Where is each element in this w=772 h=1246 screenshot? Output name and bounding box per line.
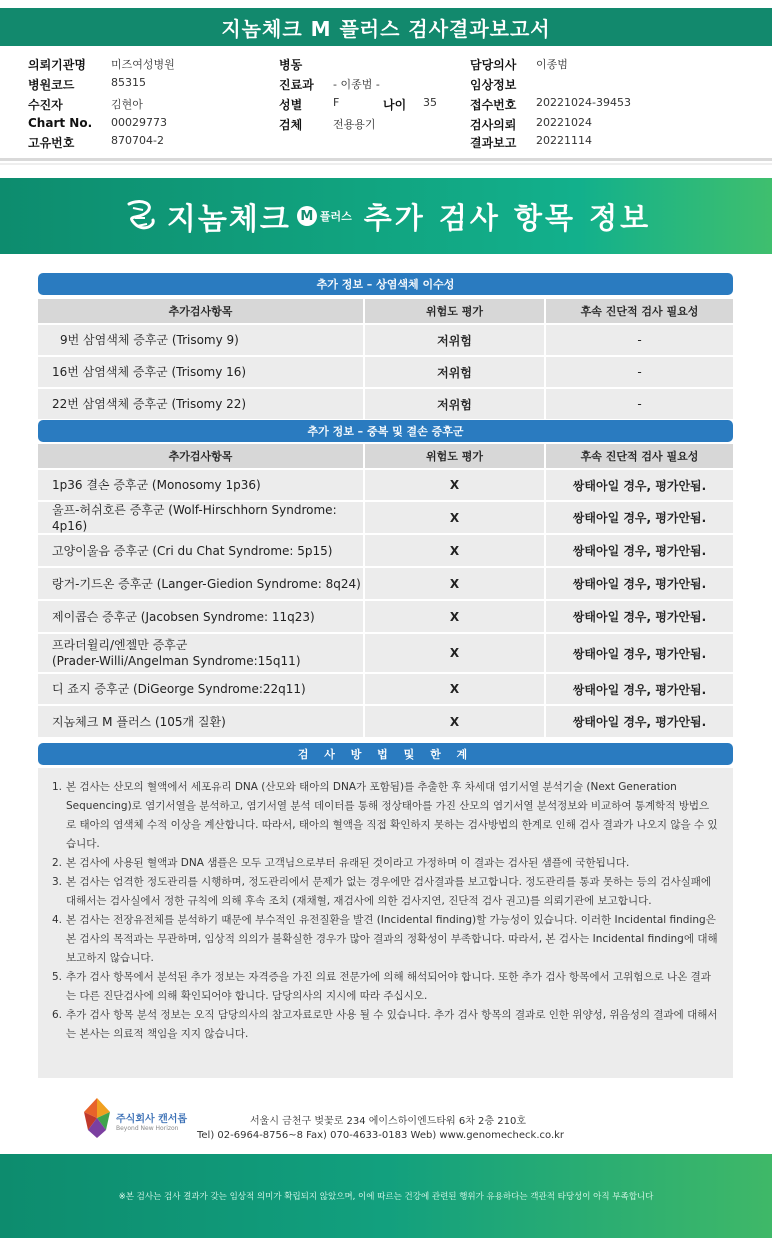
company-tagline: Beyond New Horizon	[116, 1125, 179, 1132]
report-title: 지놈체크 M 플러스 검사결과보고서	[0, 8, 772, 46]
deletion-table	[38, 444, 733, 737]
method-number: 3.	[52, 876, 63, 888]
examinee-label: 수진자	[28, 98, 63, 112]
method-number: 4.	[52, 914, 63, 926]
followup-value: -	[637, 365, 642, 379]
table-header	[38, 444, 733, 468]
followup-value: 쌍태아일 경우, 평가안됨.	[572, 544, 707, 558]
method-number: 5.	[52, 971, 63, 983]
risk-value: 저위험	[365, 325, 546, 355]
section-aneuploidy-title: 추가 정보 – 상염색체 이수성	[38, 273, 733, 295]
gender-label: 성별	[279, 98, 303, 112]
method-text: 본 검사에 사용된 혈액과 DNA 샘플은 모두 고객님으로부터 유래된 것이라고 가정하며 이 결과는 검사된 샘플에 국한됩니다.	[66, 857, 630, 869]
divider	[0, 158, 772, 161]
age-value: 35	[423, 96, 437, 109]
method-text: 추가 검사 항목 분석 정보는 오직 담당의사의 참고자료로만 사용 될 수 있습니다. 추가 검사 항목의 결과로 인한 위양성, 위음성의 결과에 대해서는 본사는 의료적 책임을 지지 않습니다.	[66, 1009, 718, 1040]
banner-plus: 플러스	[319, 210, 352, 223]
institution-label: 의뢰기관명	[28, 58, 86, 72]
table-row	[38, 632, 733, 672]
dna-logo-icon	[121, 196, 161, 236]
doctor-value: 이종범	[536, 58, 568, 71]
divider	[0, 163, 772, 165]
followup-value: 쌍태아일 경우, 평가안됨.	[572, 610, 707, 624]
test-item-line: (Prader-Willi/Angelman Syndrome:15q11)	[52, 654, 301, 668]
test-item: 지놈체크 M 플러스 (105개 질환)	[38, 706, 365, 737]
unique-no-value: 870704-2	[111, 134, 164, 147]
method-item	[52, 911, 719, 968]
followup-value: 쌍태아일 경우, 평가안됨.	[572, 646, 707, 661]
table-row	[38, 500, 733, 533]
info-banner	[0, 178, 772, 254]
age-label: 나이	[383, 98, 407, 112]
disclaimer-text: ※본 검사는 검사 결과가 갖는 임상적 의미가 확립되지 않았으며, 이에 따르는 건강에 관련된 행위가 유용하다는 객관적 타당성이 아직 부족합니다	[118, 1192, 654, 1202]
receipt-no-label: 접수번호	[470, 98, 517, 112]
specimen-value: 전용용기	[333, 118, 376, 131]
method-number: 6.	[52, 1009, 63, 1021]
risk-value: 저위험	[365, 357, 546, 387]
test-item	[38, 634, 365, 672]
column-header: 추가검사항목	[38, 444, 365, 468]
table-row	[38, 599, 733, 632]
test-item: 제이콥슨 증후군 (Jacobsen Syndrome: 11q23)	[38, 601, 365, 632]
disclaimer-band	[0, 1154, 772, 1238]
followup-value: 쌍태아일 경우, 평가안됨.	[572, 511, 707, 525]
test-item: 디 죠지 증후군 (DiGeorge Syndrome:22q11)	[38, 674, 365, 704]
methods-text	[38, 768, 733, 1078]
patient-info	[0, 52, 772, 152]
test-item: 랑거-기드온 증후군 (Langer-Giedion Syndrome: 8q24)	[38, 568, 365, 599]
doctor-label: 담당의사	[470, 58, 517, 72]
method-text: 본 검사는 산모의 혈액에서 세포유리 DNA (산모와 태아의 DNA가 포함됨)를 추출한 후 차세대 염기서열 분석기술 (Next Generation Sequencing)로 염기서열을 분석하고, 염기서열 분석 데이터를 통해 정상태아를 가진 산모의 염기서열 분석정보와 비교하여 통계학적 방법으로 태아의 염색체 수적 이상을 계산합니다. 따라서, 태아의 혈액을 직접 확인하지 못하는 검사방법의 한계로 인해 검사 결과가 나오지 않을 수 있습니다.	[66, 781, 718, 850]
risk-value: X	[365, 502, 546, 533]
risk-value: X	[365, 470, 546, 500]
examinee-value: 김현아	[111, 98, 143, 111]
ward-label: 병동	[279, 58, 303, 72]
test-item: 울프-허쉬호른 증후군 (Wolf-Hirschhorn Syndrome: 4p16)	[38, 502, 365, 533]
table-row	[38, 672, 733, 704]
table-row	[38, 355, 733, 387]
column-header: 위험도 평가	[365, 299, 546, 323]
risk-value: X	[365, 601, 546, 632]
column-header: 후속 진단적 검사 필요성	[580, 305, 699, 318]
test-item: 22번 삼염색체 증후군 (Trisomy 22)	[38, 389, 365, 419]
company-name-text: 주식회사 캔서롭	[116, 1114, 188, 1125]
method-item	[52, 873, 719, 911]
table-row	[38, 704, 733, 737]
risk-value: X	[365, 706, 546, 737]
method-item	[52, 854, 719, 873]
test-item: 16번 삼염색체 증후군 (Trisomy 16)	[38, 357, 365, 387]
gender-value: F	[333, 96, 340, 109]
receipt-no-value: 20221024-39453	[536, 96, 631, 109]
table-row	[38, 566, 733, 599]
table-header	[38, 299, 733, 323]
risk-value: X	[365, 535, 546, 566]
hospital-code-label: 병원코드	[28, 78, 75, 92]
column-header: 위험도 평가	[365, 444, 546, 468]
department-value: - 이종범 -	[333, 78, 380, 91]
chart-no-value: 00029773	[111, 116, 167, 129]
risk-value: X	[365, 674, 546, 704]
method-text: 본 검사는 엄격한 정도관리를 시행하며, 정도관리에서 문제가 없는 경우에만 검사결과를 보고합니다. 정도관리를 통과 못하는 등의 검사실패에 대해서는 검사실에서 정한 규칙에 의해 후속 조치 (재채혈, 재검사에 의한 검사지연, 진단적 검사 권고)를 의뢰기관에 보고합니다.	[66, 876, 712, 907]
method-number: 1.	[52, 781, 63, 793]
followup-value: -	[637, 397, 642, 411]
followup-value: 쌍태아일 경우, 평가안됨.	[572, 682, 707, 697]
followup-value: 쌍태아일 경우, 평가안됨.	[572, 478, 707, 493]
footer	[0, 1090, 772, 1150]
column-header: 추가검사항목	[38, 299, 365, 323]
banner-headline: 추가 검사 항목 정보	[363, 200, 652, 235]
followup-value: 쌍태아일 경우, 평가안됨.	[572, 715, 707, 729]
company-contact: Tel) 02-6964-8756~8 Fax) 070-4633-0183 Web) www.genomecheck.co.kr	[197, 1130, 565, 1141]
section-deletion-title: 추가 정보 – 중복 및 결손 증후군	[38, 420, 733, 442]
table-row	[38, 323, 733, 355]
test-item: 1p36 결손 증후군 (Monosomy 1p36)	[38, 470, 365, 500]
method-number: 2.	[52, 857, 63, 869]
hospital-code-value: 85315	[111, 76, 146, 89]
clinical-info-label: 임상정보	[470, 78, 517, 92]
company-address: 서울시 금천구 벚꽃로 234 에이스하이엔드타워 6차 2층 210호	[250, 1116, 527, 1127]
risk-value: 저위험	[365, 389, 546, 419]
institution-value: 미즈여성병원	[111, 58, 175, 71]
chart-no-label: Chart No.	[28, 116, 93, 130]
department-label: 진료과	[279, 78, 314, 92]
method-text: 추가 검사 항목에서 분석된 추가 정보는 자격증을 가진 의료 전문가에 의해 해석되어야 합니다. 또한 추가 검사 항목에서 고위험으로 나온 결과는 다른 진단검사에 의해 확인되어야 합니다. 담당의사의 지시에 따라 주십시오.	[66, 971, 711, 1002]
method-item	[52, 1006, 719, 1044]
followup-value: 쌍태아일 경우, 평가안됨.	[572, 577, 707, 591]
company-name	[116, 1110, 187, 1132]
m-mark-icon: M	[297, 206, 317, 226]
report-date-label: 결과보고	[470, 136, 517, 150]
test-item-line: 프라더윌리/엔젤만 증후군	[52, 638, 188, 652]
method-text: 본 검사는 전장유전체를 분석하기 때문에 부수적인 유전질환을 발견 (Incidental finding)할 가능성이 있습니다. 이러한 Incidental finding은 본 검사의 목적과는 무관하며, 임상적 의의가 불확실한 경우가 많아 결과의 정확성이 부족합니다. 따라서, 본 검사는 Incidental finding에 대해 보고하지 않습니다.	[66, 914, 718, 964]
banner-brand: 지놈체크	[166, 202, 291, 237]
table-row	[38, 387, 733, 419]
method-item	[52, 778, 719, 854]
company-logo-icon	[80, 1096, 114, 1140]
risk-value: X	[365, 568, 546, 599]
table-row	[38, 468, 733, 500]
followup-value: -	[637, 333, 642, 347]
table-row	[38, 533, 733, 566]
specimen-label: 검체	[279, 118, 303, 132]
report-date-value: 20221114	[536, 134, 592, 147]
request-date-label: 검사의뢰	[470, 118, 517, 132]
column-header: 후속 진단적 검사 필요성	[580, 450, 699, 463]
method-item	[52, 968, 719, 1006]
test-item: 9번 삼염색체 증후군 (Trisomy 9)	[38, 325, 365, 355]
request-date-value: 20221024	[536, 116, 592, 129]
test-item: 고양이울음 증후군 (Cri du Chat Syndrome: 5p15)	[38, 535, 365, 566]
aneuploidy-table	[38, 299, 733, 419]
unique-no-label: 고유번호	[28, 136, 75, 150]
methods-title: 검 사 방 법 및 한 계	[38, 743, 733, 765]
risk-value: X	[365, 634, 546, 672]
